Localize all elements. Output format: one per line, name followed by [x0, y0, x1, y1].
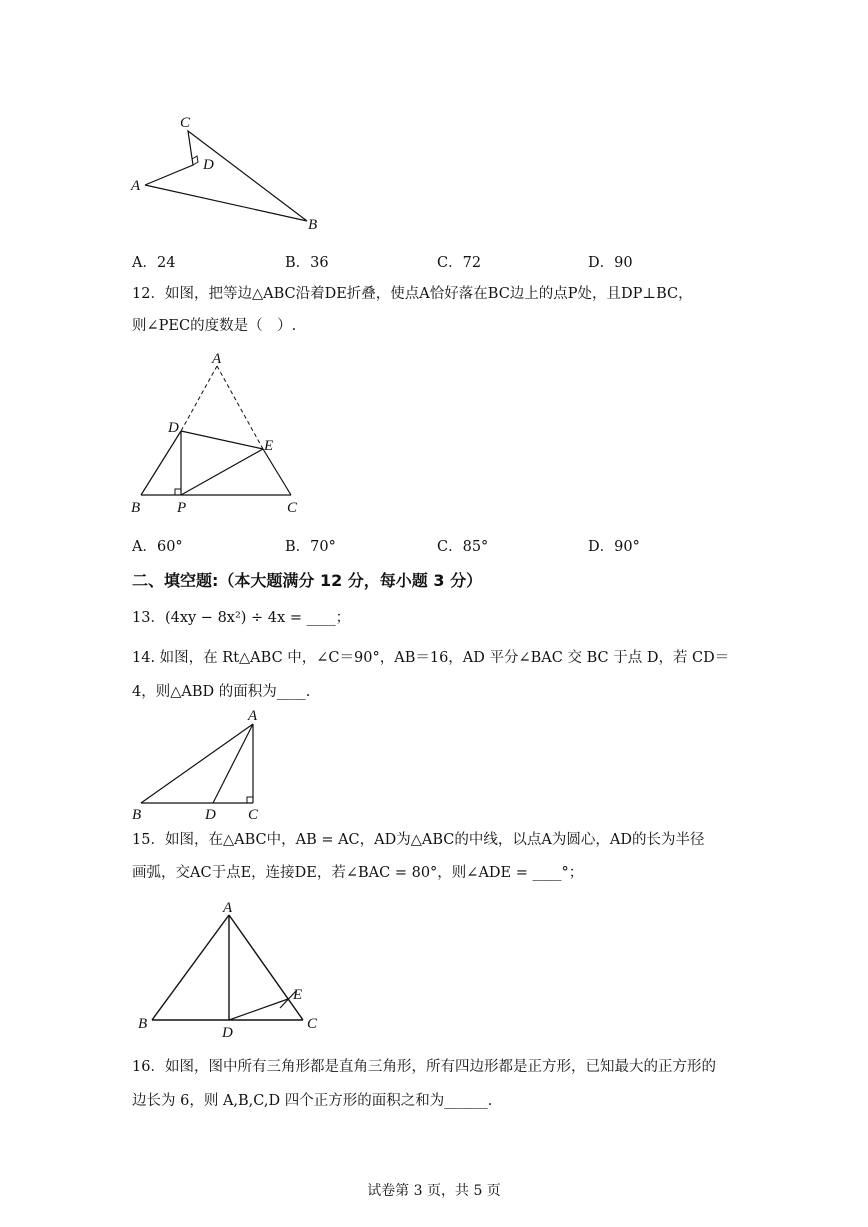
label-E-q15: E: [293, 987, 303, 1003]
label-D-q12: D: [168, 420, 179, 436]
label-B-q14: B: [132, 807, 142, 823]
label-A-q11: A: [131, 178, 141, 194]
label-D-q15: D: [222, 1025, 233, 1040]
q15-line-2: 画弧，交AC于点E，连接DE，若∠BAC = 80°，则∠ADE = ____°；: [132, 865, 584, 881]
figure-q15: [130, 895, 340, 1040]
label-P-q12: P: [177, 500, 187, 516]
q16-line-1: 16．如图，图中所有三角形都是直角三角形，所有四边形都是正方形，已知最大的正方形的: [132, 1059, 716, 1075]
q11-option-b: B．36: [285, 255, 329, 271]
section-title: 二、填空题:（本大题满分 12 分，每小题 3 分）: [132, 571, 483, 590]
q14-line-1: 14. 如图，在 Rt△ABC 中，∠C＝90°，AB＝16，AD 平分∠BAC 交 BC 于点 D，若 CD＝: [132, 650, 730, 666]
q11-option-a: A．24: [132, 255, 176, 271]
side-EC: [263, 449, 291, 495]
q12-option-c: C．85°: [437, 539, 489, 555]
fold-line-AD: [181, 366, 217, 431]
fold-DE: [181, 431, 263, 449]
label-A-q12: A: [212, 351, 222, 367]
bisector-AD-q14: [213, 724, 253, 803]
q16-line-2: 边长为 6，则 A,B,C,D 四个正方形的面积之和为______.: [132, 1093, 493, 1109]
label-D-q14: D: [205, 807, 216, 823]
label-B-q15: B: [138, 1016, 148, 1032]
label-B-q12: B: [131, 500, 141, 516]
label-E-q12: E: [264, 438, 274, 454]
label-A-q14: A: [248, 708, 258, 724]
figure-q14: [125, 705, 275, 825]
side-AB-q14: [141, 724, 253, 803]
side-AC-q15: [229, 915, 303, 1020]
q12-line-1: 12．如图，把等边△ABC沿着DE折叠，使点A恰好落在BC边上的点P处，且DP⊥BC，: [132, 286, 693, 302]
figure-q11: [125, 110, 335, 235]
label-C-q11: C: [180, 115, 191, 131]
label-B-q11: B: [308, 217, 318, 233]
figure-q12: [125, 350, 315, 520]
fold-line-AE: [217, 366, 263, 449]
page-footer: 试卷第 3 页，共 5 页: [367, 1183, 501, 1199]
label-C-q14: C: [248, 807, 259, 823]
q11-option-c: C．72: [437, 255, 482, 271]
side-BD: [141, 431, 181, 495]
q12-option-b: B．70°: [285, 539, 336, 555]
q12-line-2: 则∠PEC的度数是（ ）.: [132, 318, 297, 334]
q15-line-1: 15．如图，在△ABC中，AB = AC，AD为△ABC的中线，以点A为圆心，AD的长为半径: [132, 832, 705, 848]
label-A-q15: A: [223, 900, 233, 916]
q12-option-a: A．60°: [132, 539, 183, 555]
segment-DE-q15: [229, 999, 288, 1020]
side-AB-q15: [152, 915, 229, 1020]
right-angle-mark-q12: [175, 489, 181, 495]
triangle-outline-q11: [145, 131, 307, 221]
q11-option-d: D．90: [588, 255, 633, 271]
q13-text: 13．(4xy − 8x²) ÷ 4x = ____；: [132, 610, 351, 626]
q14-line-2: 4，则△ABD 的面积为____.: [132, 684, 311, 700]
label-D-q11: D: [203, 157, 214, 173]
label-C-q12: C: [287, 500, 298, 516]
segment-PE: [181, 449, 263, 495]
q12-option-d: D．90°: [588, 539, 640, 555]
right-angle-mark-q14: [247, 797, 253, 803]
label-C-q15: C: [307, 1016, 318, 1032]
